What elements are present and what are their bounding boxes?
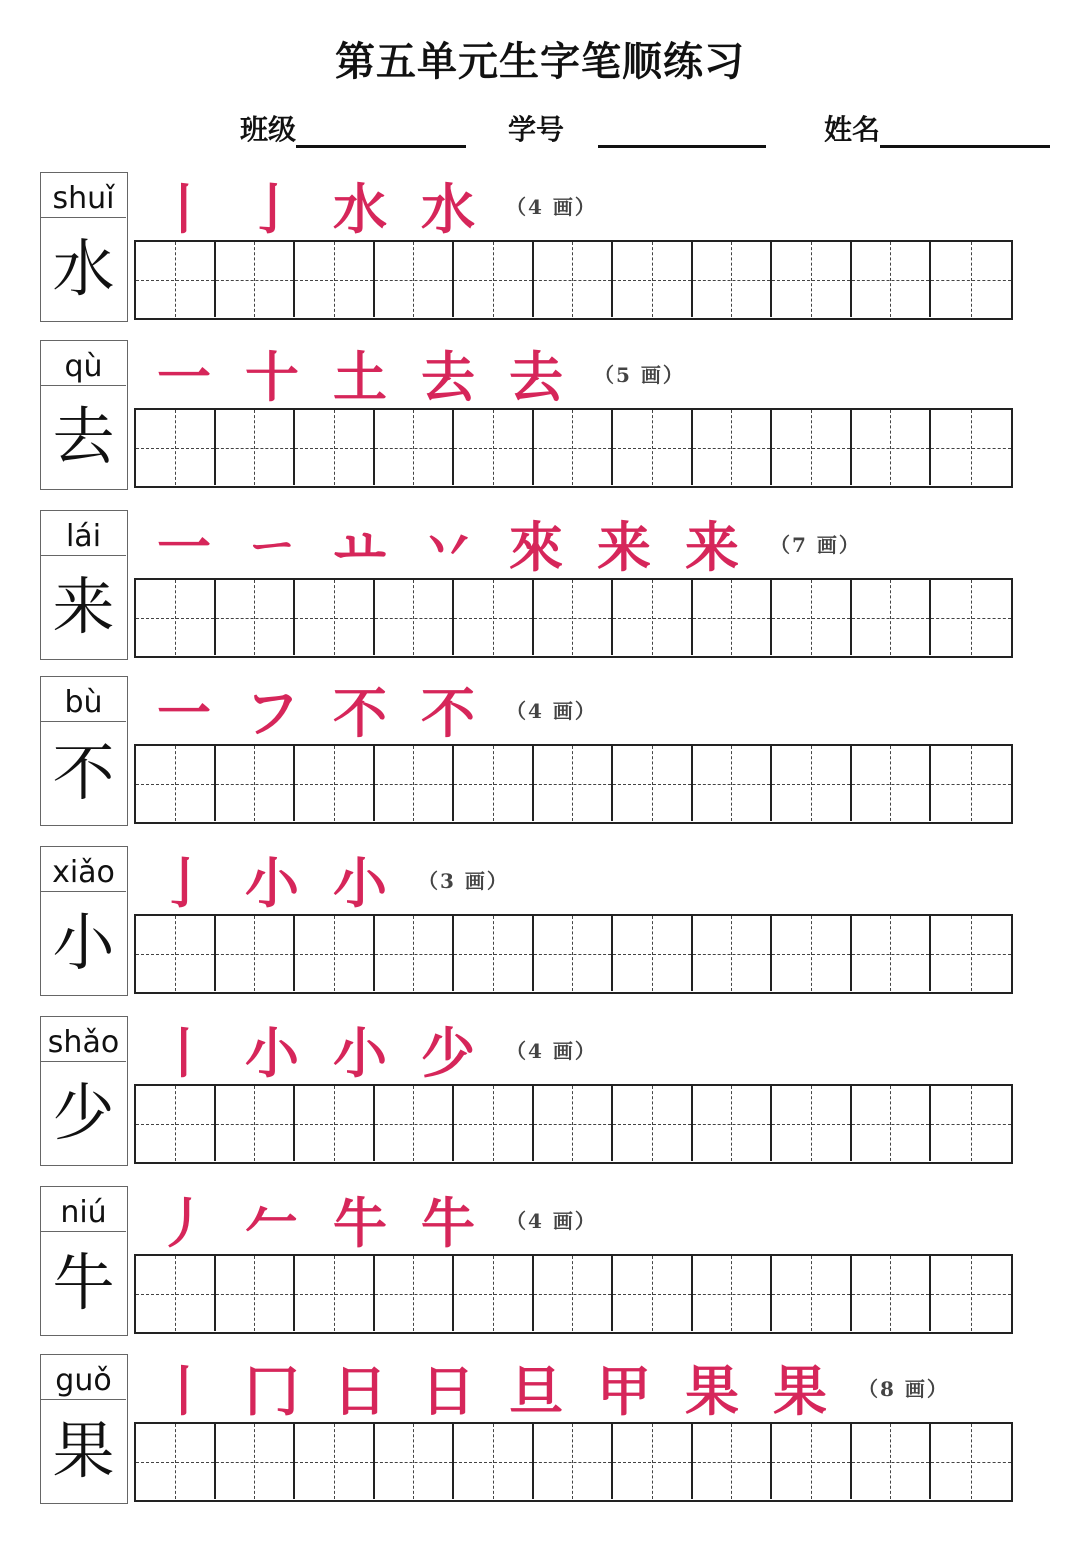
character-card — [40, 510, 128, 660]
practice-cell[interactable] — [295, 410, 375, 485]
hanzi-character: 小 — [52, 906, 115, 979]
pinyin-label: qù — [41, 341, 126, 386]
class-label: 班级 — [240, 113, 297, 146]
pinyin-label: guǒ — [41, 1355, 126, 1400]
practice-cell[interactable] — [454, 916, 534, 991]
stroke-step: 丷 — [421, 514, 475, 579]
practice-cell[interactable] — [375, 1256, 455, 1331]
pinyin-label: bù — [41, 677, 126, 722]
practice-cell[interactable] — [852, 1256, 932, 1331]
hanzi-character: 果 — [52, 1414, 115, 1487]
practice-cell[interactable] — [375, 410, 455, 485]
number-field[interactable] — [508, 108, 766, 148]
stroke-step: 果 — [685, 1358, 739, 1423]
practice-cell[interactable] — [534, 580, 614, 655]
practice-cell[interactable] — [375, 1086, 455, 1161]
practice-cell[interactable] — [216, 242, 296, 317]
stroke-step: 丨 — [157, 176, 211, 241]
stroke-step: 不 — [421, 680, 475, 745]
name-field[interactable] — [824, 108, 1050, 148]
practice-cell[interactable] — [375, 746, 455, 821]
practice-cell[interactable] — [136, 916, 216, 991]
practice-cell[interactable] — [931, 242, 1011, 317]
character-row — [40, 1016, 1040, 1168]
practice-cell[interactable] — [375, 580, 455, 655]
stroke-step: 來 — [509, 514, 563, 579]
practice-cell[interactable] — [772, 410, 852, 485]
stroke-step: 去 — [421, 344, 475, 409]
hanzi-character: 去 — [52, 400, 115, 473]
practice-cell[interactable] — [613, 746, 693, 821]
character-row — [40, 510, 1040, 662]
practice-cell[interactable] — [852, 916, 932, 991]
stroke-step: 来 — [685, 514, 739, 579]
practice-cell[interactable] — [295, 1086, 375, 1161]
practice-cell[interactable] — [693, 1424, 773, 1499]
stroke-count: （8 画） — [858, 1376, 949, 1401]
stroke-order — [140, 1016, 597, 1085]
practice-grid — [134, 1084, 1013, 1164]
character-card — [40, 1016, 128, 1166]
stroke-count: （3 画） — [418, 868, 509, 893]
stroke-step: 𠂉 — [245, 1190, 299, 1255]
practice-cell[interactable] — [613, 1424, 693, 1499]
stroke-step: 去 — [509, 344, 563, 409]
practice-cell[interactable] — [534, 916, 614, 991]
practice-grid — [134, 744, 1013, 824]
stroke-step: 十 — [245, 344, 299, 409]
practice-cell[interactable] — [454, 1424, 534, 1499]
practice-grid — [134, 408, 1013, 488]
stroke-step: 小 — [333, 1020, 387, 1085]
practice-grid — [134, 578, 1013, 658]
stroke-step: 一 — [157, 344, 211, 409]
character-row — [40, 1186, 1040, 1338]
practice-cell[interactable] — [375, 916, 455, 991]
stroke-order — [140, 1354, 949, 1423]
stroke-step: 一 — [157, 680, 211, 745]
stroke-step: 冂 — [245, 1358, 299, 1423]
practice-cell[interactable] — [534, 410, 614, 485]
hanzi-character: 不 — [52, 736, 115, 809]
practice-cell[interactable] — [931, 746, 1011, 821]
character-row — [40, 340, 1040, 492]
practice-cell[interactable] — [136, 410, 216, 485]
practice-cell[interactable] — [534, 746, 614, 821]
stroke-order — [140, 676, 597, 745]
pinyin-label: shuǐ — [41, 173, 126, 218]
practice-cell[interactable] — [454, 242, 534, 317]
practice-cell[interactable] — [693, 1256, 773, 1331]
practice-cell[interactable] — [216, 746, 296, 821]
stroke-step: 日 — [333, 1358, 387, 1423]
practice-cell[interactable] — [852, 1086, 932, 1161]
practice-cell[interactable] — [295, 916, 375, 991]
practice-cell[interactable] — [852, 242, 932, 317]
practice-cell[interactable] — [375, 1424, 455, 1499]
hanzi-character: 来 — [52, 570, 115, 643]
practice-cell[interactable] — [931, 1086, 1011, 1161]
practice-cell[interactable] — [772, 1424, 852, 1499]
practice-cell[interactable] — [136, 1424, 216, 1499]
practice-cell[interactable] — [295, 1256, 375, 1331]
practice-grid — [134, 240, 1013, 320]
practice-cell[interactable] — [216, 1256, 296, 1331]
practice-cell[interactable] — [534, 1086, 614, 1161]
practice-cell[interactable] — [613, 410, 693, 485]
practice-grid — [134, 1422, 1013, 1502]
practice-cell[interactable] — [852, 1424, 932, 1499]
practice-cell[interactable] — [136, 1086, 216, 1161]
stroke-order — [140, 510, 861, 579]
practice-grid — [134, 1254, 1013, 1334]
stroke-step: 一 — [157, 514, 211, 579]
character-row — [40, 172, 1040, 324]
character-row — [40, 676, 1040, 828]
character-row — [40, 1354, 1040, 1506]
class-field[interactable] — [240, 108, 466, 148]
practice-cell[interactable] — [295, 580, 375, 655]
stroke-order — [140, 172, 597, 241]
stroke-step: 果 — [773, 1358, 827, 1423]
pinyin-label: lái — [41, 511, 126, 556]
stroke-step: 水 — [421, 176, 475, 241]
stroke-step: 小 — [333, 850, 387, 915]
practice-cell[interactable] — [852, 580, 932, 655]
practice-cell[interactable] — [454, 1086, 534, 1161]
practice-cell[interactable] — [613, 1256, 693, 1331]
practice-cell[interactable] — [693, 410, 773, 485]
practice-cell[interactable] — [693, 580, 773, 655]
stroke-step: 牛 — [421, 1190, 475, 1255]
stroke-step: 亅 — [157, 850, 211, 915]
practice-cell[interactable] — [772, 746, 852, 821]
pinyin-label: niú — [41, 1187, 126, 1232]
practice-cell[interactable] — [613, 916, 693, 991]
practice-cell[interactable] — [216, 580, 296, 655]
character-card — [40, 340, 128, 490]
stroke-step: 丨 — [157, 1358, 211, 1423]
practice-cell[interactable] — [136, 580, 216, 655]
student-info — [240, 108, 1070, 148]
stroke-step: 土 — [333, 344, 387, 409]
practice-cell[interactable] — [852, 746, 932, 821]
character-card — [40, 676, 128, 826]
stroke-step: 甲 — [597, 1358, 651, 1423]
practice-cell[interactable] — [693, 746, 773, 821]
practice-cell[interactable] — [454, 1256, 534, 1331]
practice-cell[interactable] — [931, 580, 1011, 655]
stroke-count: （4 画） — [506, 1208, 597, 1233]
practice-cell[interactable] — [295, 1424, 375, 1499]
stroke-step: 旦 — [509, 1358, 563, 1423]
stroke-count: （4 画） — [506, 698, 597, 723]
character-row — [40, 846, 1040, 998]
practice-cell[interactable] — [534, 242, 614, 317]
hanzi-character: 少 — [52, 1076, 115, 1149]
practice-cell[interactable] — [216, 1086, 296, 1161]
practice-cell[interactable] — [772, 916, 852, 991]
practice-cell[interactable] — [772, 1086, 852, 1161]
number-blank[interactable] — [598, 111, 766, 148]
practice-cell[interactable] — [693, 242, 773, 317]
stroke-step: 小 — [245, 1020, 299, 1085]
stroke-step: 日 — [421, 1358, 475, 1423]
name-blank[interactable] — [880, 111, 1050, 148]
practice-cell[interactable] — [454, 746, 534, 821]
practice-cell[interactable] — [216, 916, 296, 991]
stroke-step: 不 — [333, 680, 387, 745]
practice-cell[interactable] — [454, 410, 534, 485]
practice-cell[interactable] — [613, 242, 693, 317]
practice-cell[interactable] — [693, 916, 773, 991]
class-blank[interactable] — [296, 111, 466, 148]
practice-cell[interactable] — [136, 746, 216, 821]
practice-cell[interactable] — [375, 242, 455, 317]
practice-cell[interactable] — [136, 242, 216, 317]
pinyin-label: shǎo — [41, 1017, 126, 1062]
stroke-step: フ — [245, 680, 299, 745]
page-title: 第五单元生字笔顺练习 — [335, 38, 745, 85]
practice-cell[interactable] — [693, 1086, 773, 1161]
stroke-count: （7 画） — [770, 532, 861, 557]
practice-cell[interactable] — [534, 1256, 614, 1331]
stroke-step: 亅 — [245, 176, 299, 241]
stroke-step: ㄧ — [245, 514, 299, 579]
character-card — [40, 172, 128, 322]
stroke-step: 牛 — [333, 1190, 387, 1255]
practice-cell[interactable] — [852, 410, 932, 485]
stroke-order — [140, 340, 685, 409]
stroke-order — [140, 846, 509, 915]
stroke-step: ㅛ — [333, 514, 387, 579]
practice-cell[interactable] — [772, 242, 852, 317]
stroke-count: （4 画） — [506, 1038, 597, 1063]
practice-cell[interactable] — [613, 580, 693, 655]
pinyin-label: xiǎo — [41, 847, 126, 892]
practice-cell[interactable] — [136, 1256, 216, 1331]
practice-cell[interactable] — [931, 916, 1011, 991]
practice-cell[interactable] — [295, 242, 375, 317]
practice-cell[interactable] — [216, 1424, 296, 1499]
stroke-step: 丿 — [157, 1190, 211, 1255]
practice-cell[interactable] — [931, 1256, 1011, 1331]
stroke-order — [140, 1186, 597, 1255]
practice-cell[interactable] — [772, 1256, 852, 1331]
number-label: 学号 — [508, 113, 565, 146]
character-card — [40, 1186, 128, 1336]
hanzi-character: 牛 — [52, 1246, 115, 1319]
practice-cell[interactable] — [295, 746, 375, 821]
practice-cell[interactable] — [534, 1424, 614, 1499]
stroke-count: （4 画） — [506, 194, 597, 219]
practice-grid — [134, 914, 1013, 994]
stroke-count: （5 画） — [594, 362, 685, 387]
hanzi-character: 水 — [52, 232, 115, 305]
stroke-step: 来 — [597, 514, 651, 579]
practice-cell[interactable] — [772, 580, 852, 655]
stroke-step: 丨 — [157, 1020, 211, 1085]
practice-cell[interactable] — [613, 1086, 693, 1161]
practice-cell[interactable] — [216, 410, 296, 485]
practice-cell[interactable] — [454, 580, 534, 655]
practice-cell[interactable] — [931, 410, 1011, 485]
practice-cell[interactable] — [931, 1424, 1011, 1499]
character-card — [40, 846, 128, 996]
stroke-step: 小 — [245, 850, 299, 915]
name-label: 姓名 — [824, 113, 881, 146]
stroke-step: 少 — [421, 1020, 475, 1085]
character-card — [40, 1354, 128, 1504]
stroke-step: 水 — [333, 176, 387, 241]
